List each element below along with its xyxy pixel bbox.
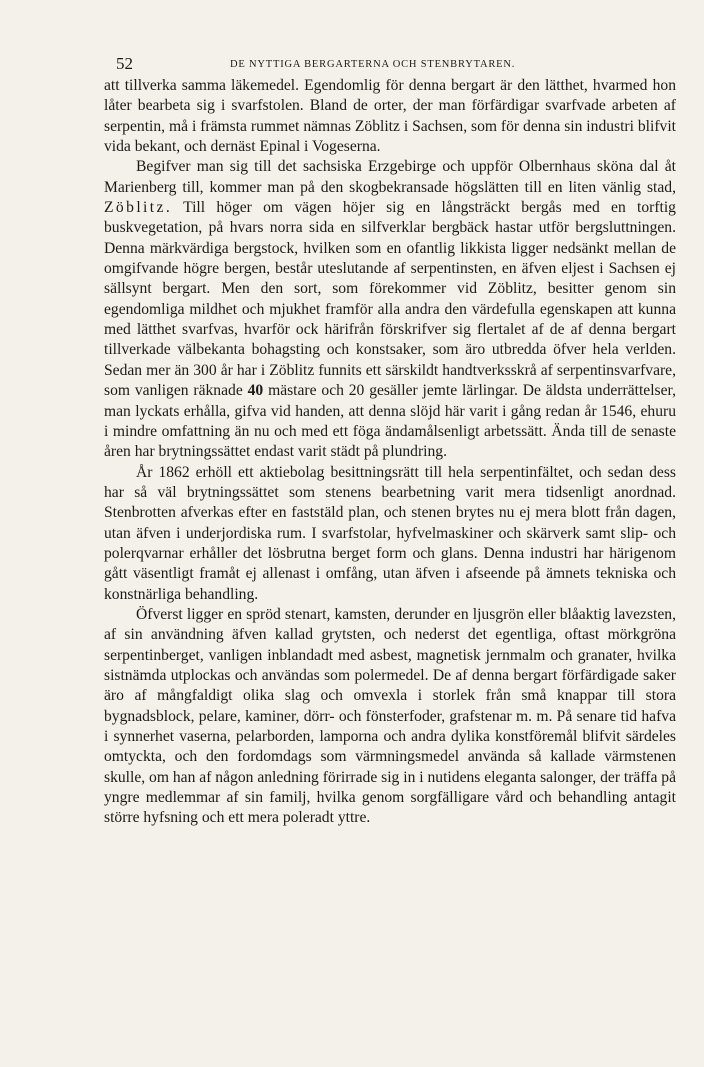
- paragraph-1862: [104, 463, 676, 605]
- paragraph-continuation: [104, 76, 676, 157]
- running-header: [104, 54, 680, 76]
- paragraph-text: Öfverst ligger en spröd stenart, kamsten, derunder en ljusgrön eller blåaktig lavezsten, af sin användning äfven kallad grytsten, och nederst det egentliga, oftast mörkgröna serpentinberget, vanligen inblandadt med asbest, magnetisk jernmalm och granater, hvilka sistnämda utplockas och användas som polermedel. De af denna bergart förfärdigade saker äro af mångfaldigt olika slag och omvexla i storlek från små knappar till stora bygnadsblock, pelare, kaminer, dörr- och fönsterfoder, grafstenar m. m. På senare tid hafva i synnerhet vaserna, pelarborden, lamporna och andra dylika konstföremål blifvit särdeles omtyckta, och den fordomdags som värmningsmedel använda så kallade värmstenen skulle, om han af någon anledning förirrade sig in i nutidens eleganta salonger, der träffa på yngre medlemmar af sin familj, hvilka genom sorgfälligare vård och behandling antagit större hyfsning och ett mera poleradt yttre.: [104, 605, 676, 827]
- paragraph-text: mästare och 20 gesäller jemte lärlingar. De äldsta underrättelser, man lyckats erhålla, gifva vid handen, att denna slöjd här varit i gång redan år 1546, ehuru i mindre omfattning än nu och med ett föga ändamålsenligt arbetssätt. Ända till de senaste åren har brytningssättet endast varit städt på plundring.: [104, 382, 676, 461]
- running-title: DE NYTTIGA BERGARTERNA OCH STENBRYTAREN.: [230, 59, 516, 70]
- paragraph-text: Begifver man sig till det sachsiska Erzgebirge och uppför Olbernhaus sköna dal åt Marienberg till, kommer man på den skogbekransade högslätten till en liten vänlig stad,: [104, 158, 676, 196]
- paragraph-text: Till höger om vägen höjer sig en långsträckt bergås med en torftig buskvegetation, på hvars norra sida en silfverklar bergbäck hastar utför bergsluttningen. Denna märkvärdiga bergstock, hvilken som en ofantlig likkista ligger nedsänkt mellan de omgifvande högre bergen, består uteslutande af serpentinsten, en äfven eljest i Sachsen ej sällsynt bergart. Men den sort, som förekommer vid Zöblitz, besitter genom sin egendomliga mildhet och mjukhet framför alla andra den värdefulla egenskapen att kunna med lätthet svarfvas, hvarför ock härifrån förskrifver sig flertalet af de af denna bergart tillverkade välbekanta bohagsting och konstsaker, som äro utbredda öfver hela verlden. Sedan mer än 300 år har i Zöblitz funnits ett särskildt handtverksskrå af serpentinsvarfvare, som vanligen räknade: [104, 199, 676, 400]
- spaced-place-name: Zöblitz.: [104, 199, 173, 217]
- paragraph-stone-layers: [104, 605, 676, 829]
- page-number: 52: [116, 54, 133, 73]
- body-text: [104, 76, 676, 829]
- paragraph-text: År 1862 erhöll ett aktiebolag besittningsrätt till hela serpentinfältet, och sedan dess har så väl brytningssättet som stenens bearbetning varit mera tidsenligt anordnad. Stenbrotten afverkas efter en faststäld plan, och stenen brytes nu ej mera blott från dagen, utan äfven i underjordiska rum. I svarfstolar, hyfvelmaskiner och skärverk samt slip- och polerqvarnar erhåller det lösbrutna berget form och glans. Denna industri har härigenom gått väsentligt framåt ej allenast i omfång, utan äfven i afseende på ämnets tekniska och konstnärliga behandling.: [104, 463, 676, 603]
- bold-number: 40: [247, 382, 264, 400]
- paragraph-zoblitz: [104, 157, 676, 462]
- paragraph-text: att tillverka samma läkemedel. Egendomlig för denna bergart är den lätthet, hvarmed hon låter bearbeta sig i svarfstolen. Bland de orter, der man förfärdigar svarfvade arbeten af serpentin, må i främsta rummet nämnas Zöblitz i Sachsen, som för denna sin industri blifvit vida bekant, och dernäst Epinal i Vogeserna.: [104, 77, 676, 156]
